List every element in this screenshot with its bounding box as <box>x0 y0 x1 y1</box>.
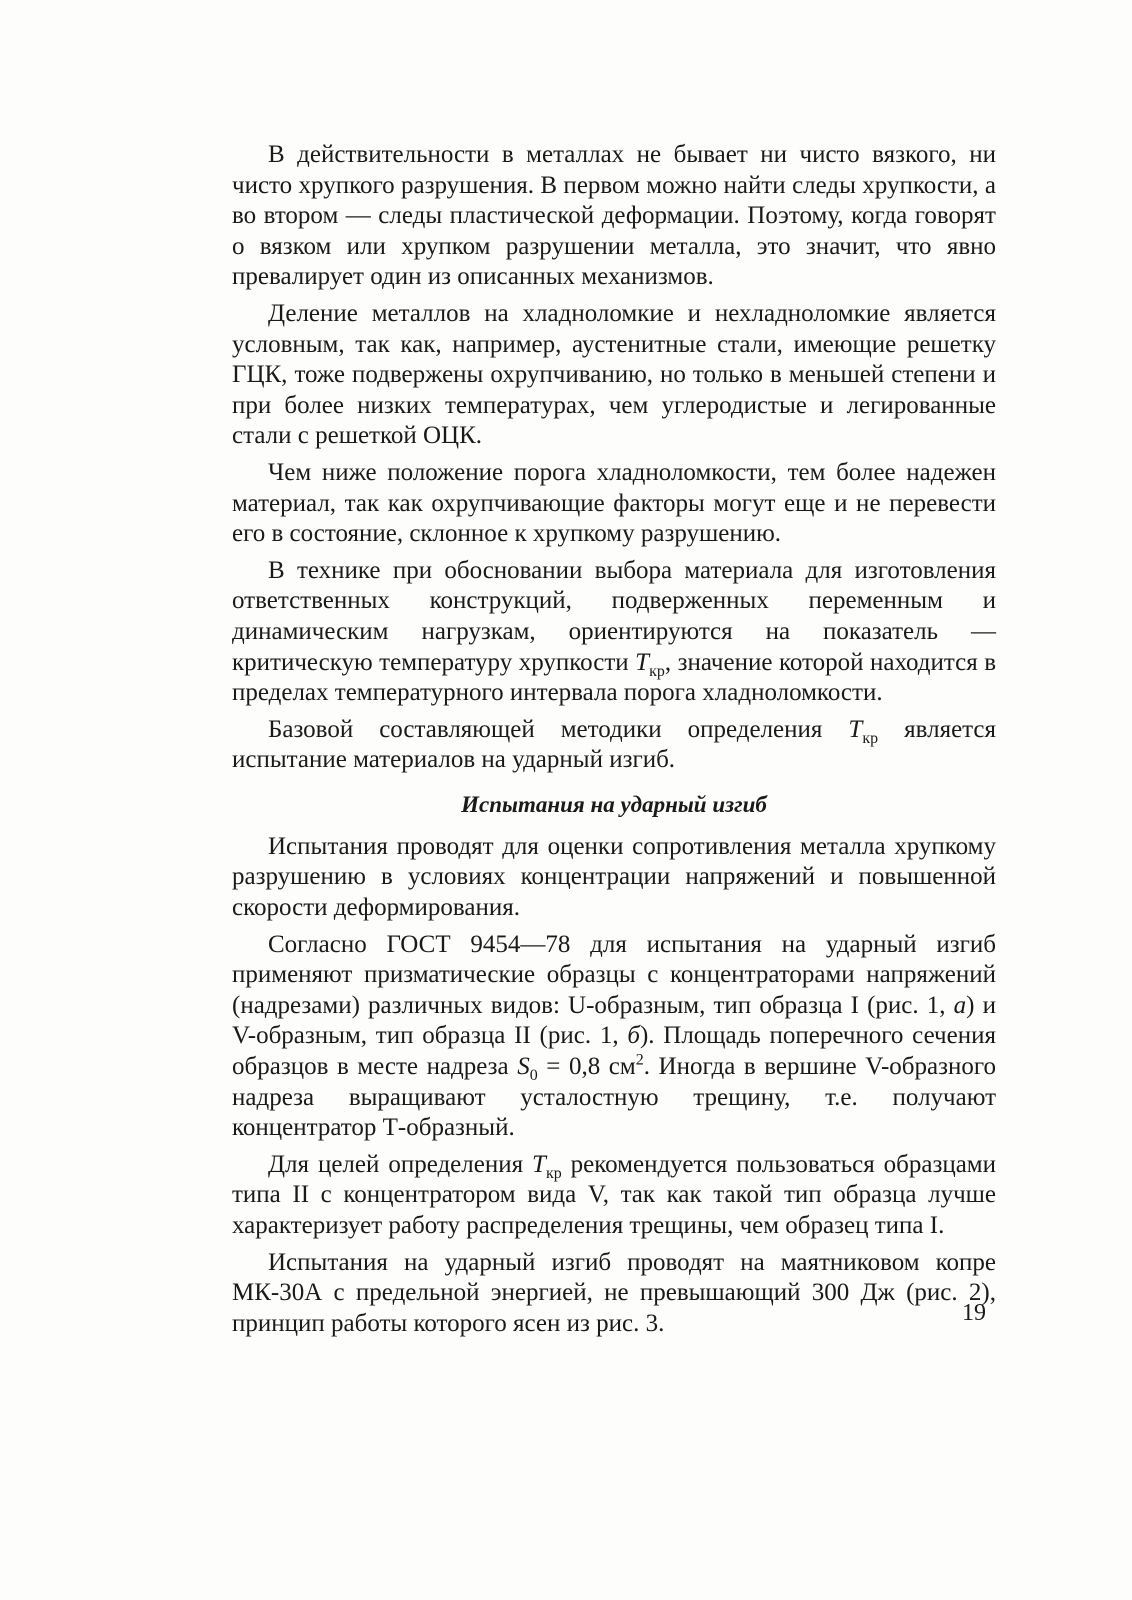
paragraph-7-text-a: Согласно ГОСТ 9454—78 для испытания на ударный изгиб применяют призматические образцы с концентраторами напряжений (надрезами) различных видов: U-образным, тип образца I (рис. 1, <box>232 930 996 1019</box>
paragraph-1-text: В действительности в металлах не бывает ни чисто вязкого, ни чисто хрупкого разрушения. В первом можно найти следы хрупкости, а во втором — следы пластической деформации. Поэтому, когда говорят о вязком или хрупком разрушении металла, это значит, что явно превалирует один из описанных механизмов. <box>232 141 996 291</box>
figure-ref-b: б <box>627 1022 640 1050</box>
body-text <box>232 140 996 1345</box>
paragraph-4-text-a: В технике при обосновании выбора материала для изготовления ответственных конструкций, подверженных переменным и динамическим нагрузкам, ориентируются на показатель — критическую температуру хрупкости <box>232 556 996 676</box>
paragraph-3-text: Чем ниже положение порога хладноломкости, тем более надежен материал, так как охрупчивающие факторы могут еще и не перевести его в состояние, склонное к хрупкому разрушению. <box>232 458 996 548</box>
paragraph-7-text-d: = 0,8 см <box>537 1053 636 1081</box>
paragraph-8-text-b: рекомендуется пользоваться образцами типа II с концентратором вида V, так как такой тип образца лучше характеризует работу распределения трещины, чем образец типа I. <box>232 1150 996 1239</box>
tkr-subscript: кр <box>862 729 879 747</box>
tkr-symbol: T <box>635 648 650 676</box>
paragraph-5 <box>232 715 996 776</box>
area-unit-superscript: 2 <box>635 1051 644 1069</box>
paragraph-2 <box>232 299 996 452</box>
paragraph-5-text-b: является испытание материалов на ударный изгиб. <box>232 715 996 774</box>
paragraph-3 <box>232 458 996 550</box>
paragraph-7-text-e: . Иногда в вершине V-образного надреза выращивают усталостную трещину, т.е. получают концентратор Т-образный. <box>232 1053 996 1142</box>
paragraph-8-text-a: Для целей определения <box>268 1150 533 1178</box>
tkr-symbol: T <box>848 715 863 743</box>
area-subscript: 0 <box>529 1067 538 1085</box>
paragraph-6-text: Испытания проводят для оценки сопротивления металла хрупкому разрушению в условиях концентрации напряжений и повышенной скорости деформирования. <box>232 832 996 922</box>
page-number: 19 <box>962 1300 986 1326</box>
area-symbol: S <box>517 1053 530 1081</box>
paragraph-5-text-a: Базовой составляющей методики определения <box>268 715 849 743</box>
paragraph-6 <box>232 832 996 924</box>
paragraph-9-text: Испытания на ударный изгиб проводят на маятниковом копре МК-30А с предельной энергией, не превышающий 300 Дж (рис. 2), принцип работы которого ясен из рис. 3. <box>232 1248 996 1337</box>
tkr-symbol: T <box>532 1150 546 1178</box>
paragraph-1 <box>232 140 996 293</box>
tkr-subscript: кр <box>649 662 665 680</box>
section-heading: Испытания на ударный изгиб <box>461 791 767 817</box>
paragraph-7-text-c: ). Площадь поперечного сечения образцов в месте надреза <box>232 1022 996 1081</box>
paragraph-9 <box>232 1248 996 1340</box>
paragraph-2-text: Деление металлов на хладноломкие и нехладноломкие является условным, так как, например, аустенитные стали, имеющие решетку ГЦК, тоже подвержены охрупчиванию, но только в меньшей степени и при более низких температурах, чем углеродистые и легированные стали с решеткой ОЦК. <box>232 299 996 450</box>
paragraph-8 <box>232 1150 996 1242</box>
paragraph-7 <box>232 930 996 1144</box>
paragraph-7-text-b: ) и V-образным, тип образца II (рис. 1, <box>232 991 996 1050</box>
paragraph-4 <box>232 556 996 709</box>
tkr-subscript: кр <box>545 1164 562 1182</box>
paragraph-4-text-b: , значение которой находится в пределах температурного интервала порога хладноломкости. <box>232 648 996 707</box>
figure-ref-a: а <box>953 991 967 1019</box>
